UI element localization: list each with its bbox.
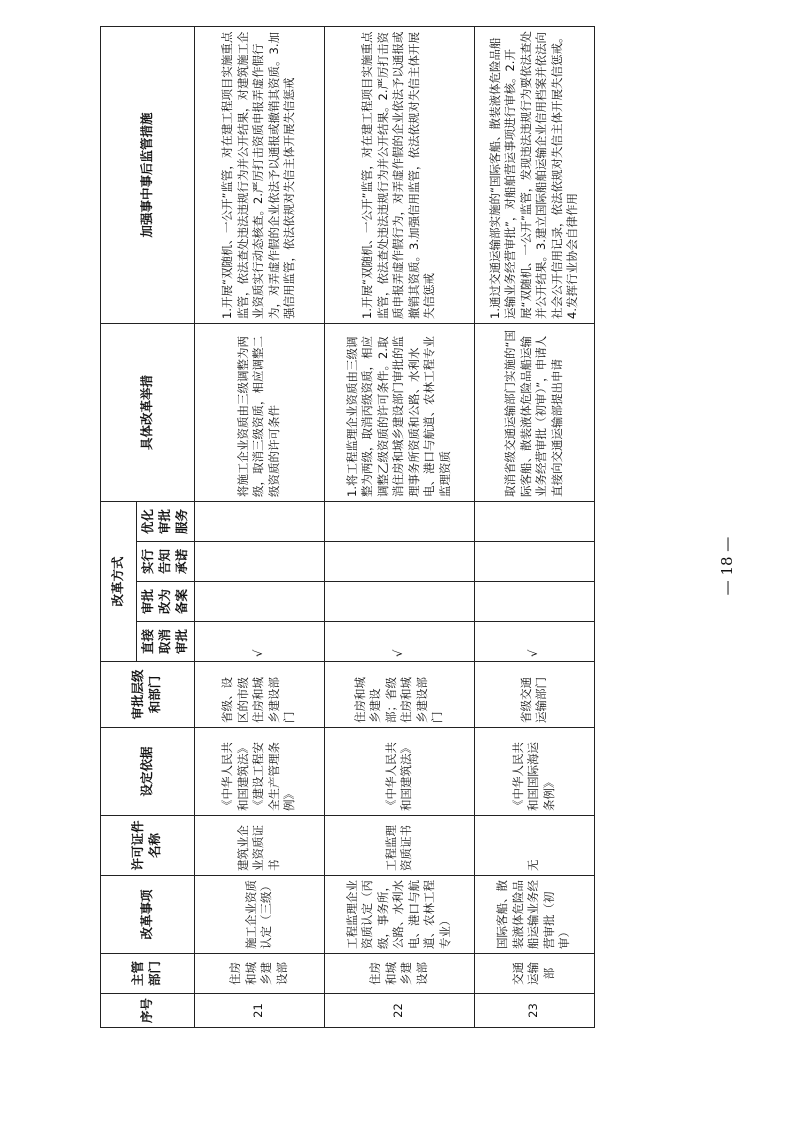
cell-basis: 《中华人民共和国建筑法》《建设工程安全生产管理条例》: [194, 728, 324, 816]
cell-supervision: 1.通过交通运输部实施的“国际客船、散装液体危险品船运输业务经营审批”，对船舶营运事项进行审核。2.开展“双随机、一公开”监管，发现违法违规行为要依法查处并公开结果。3.建立国际船舶运输企业信用档案并依法向社会公开信用记录，依法依规对失信主体开展失信惩戒。4.发挥行业协会自律作用: [474, 26, 594, 323]
header-mode-notify: 实行告知承诺: [137, 542, 195, 582]
cell-measures: 将施工企业资质由三级调整为两级，取消三级资质，相应调整二级资质的许可条件: [194, 323, 324, 501]
cell-optimize: [194, 501, 324, 541]
reform-table: [100, 26, 595, 1028]
header-seq: 序号: [101, 994, 195, 1028]
cell-measures: 取消省级交通运输部门实施的“国际客船、散装液体危险品船运输业务经营审批（初审）”，申请人直接向交通运输部提出申请: [474, 323, 594, 501]
header-mode-filing: 审批改为备案: [137, 582, 195, 622]
table-row: [474, 26, 594, 1027]
header-item: 改革事项: [101, 876, 195, 954]
cell-level: 省级、设区的市级住房和城乡建设部门: [194, 662, 324, 728]
cell-notify: [324, 542, 474, 582]
cell-cert: 建筑业企业资质证书: [194, 816, 324, 876]
page-number-region: [712, 531, 742, 601]
cell-item: 国际客船、散装液体危险品船运输业务经营审批（初审）: [474, 876, 594, 954]
page-number: — 18 —: [718, 536, 736, 596]
cell-supervision: 1.开展“双随机、一公开”监管，对在建工程项目实施重点监管，依法查处违法违规行为并公开结果。2.严厉打击资质申报弄虚作假行为，对弄虚作假的企业依法予以通报或撤销其资质。3.加强信用监管，依法依规对失信主体开展失信惩戒: [324, 26, 474, 323]
cell-level: 省级交通运输部门: [474, 662, 594, 728]
cell-optimize: [324, 501, 474, 541]
cell-dept: 住房和城乡建设部: [324, 954, 474, 994]
cell-seq: 21: [194, 994, 324, 1028]
cell-optimize: [474, 501, 594, 541]
check-icon: √: [474, 622, 594, 662]
table-row: [324, 26, 474, 1027]
check-icon: √: [324, 622, 474, 662]
header-level: 审批层级和部门: [101, 662, 195, 728]
cell-item: 工程监理企业资质认定（丙级，事务所，公路、水利水电、港口与航道、农林工程专业）: [324, 876, 474, 954]
rotated-table-frame: [100, 6, 590, 1028]
cell-notify: [474, 542, 594, 582]
table-row: [194, 26, 324, 1027]
header-supervision: 加强事中事后监管措施: [101, 26, 195, 323]
cell-dept: 交通运输部: [474, 954, 594, 994]
header-mode-optimize: 优化审批服务: [137, 501, 195, 541]
cell-supervision: 1.开展“双随机、一公开”监管，对在建工程项目实施重点监管，依法查处违法违规行为并公开结果，对建筑施工企业资质实行动态核查。2.严厉打击资质申报弄虚作假行为，对弄虚作假的企业依法予以通报或撤销其资质。3.加强信用监管，依法依规对失信主体开展失信惩戒: [194, 26, 324, 323]
cell-measures: 1.将工程监理企业资质由三级调整为两级，取消丙级资质，相应调整乙级资质的许可条件。2.取消住房和城乡建设部门审批的监理事务所资质和公路、水利水电、港口与航道、农林工程专业监理资质: [324, 323, 474, 501]
cell-basis: 《中华人民共和国国际海运条例》: [474, 728, 594, 816]
header-cert: 许可证件名称: [101, 816, 195, 876]
cell-level: 住房和城乡建设部；省级住房和城乡建设部门: [324, 662, 474, 728]
header-mode: 改革方式: [101, 501, 137, 661]
cell-seq: 23: [474, 994, 594, 1028]
header-dept: 主管部门: [101, 954, 195, 994]
cell-seq: 22: [324, 994, 474, 1028]
cell-filing: [194, 582, 324, 622]
cell-notify: [194, 542, 324, 582]
cell-dept: 住房和城乡建设部: [194, 954, 324, 994]
cell-filing: [324, 582, 474, 622]
cell-cert: 工程监理资质证书: [324, 816, 474, 876]
cell-filing: [474, 582, 594, 622]
header-measures: 具体改革举措: [101, 323, 195, 501]
header-mode-cancel: 直接取消审批: [137, 622, 195, 662]
cell-cert: 无: [474, 816, 594, 876]
cell-item: 施工企业资质认定（三级）: [194, 876, 324, 954]
header-basis: 设定依据: [101, 728, 195, 816]
cell-basis: 《中华人民共和国建筑法》: [324, 728, 474, 816]
check-icon: √: [194, 622, 324, 662]
